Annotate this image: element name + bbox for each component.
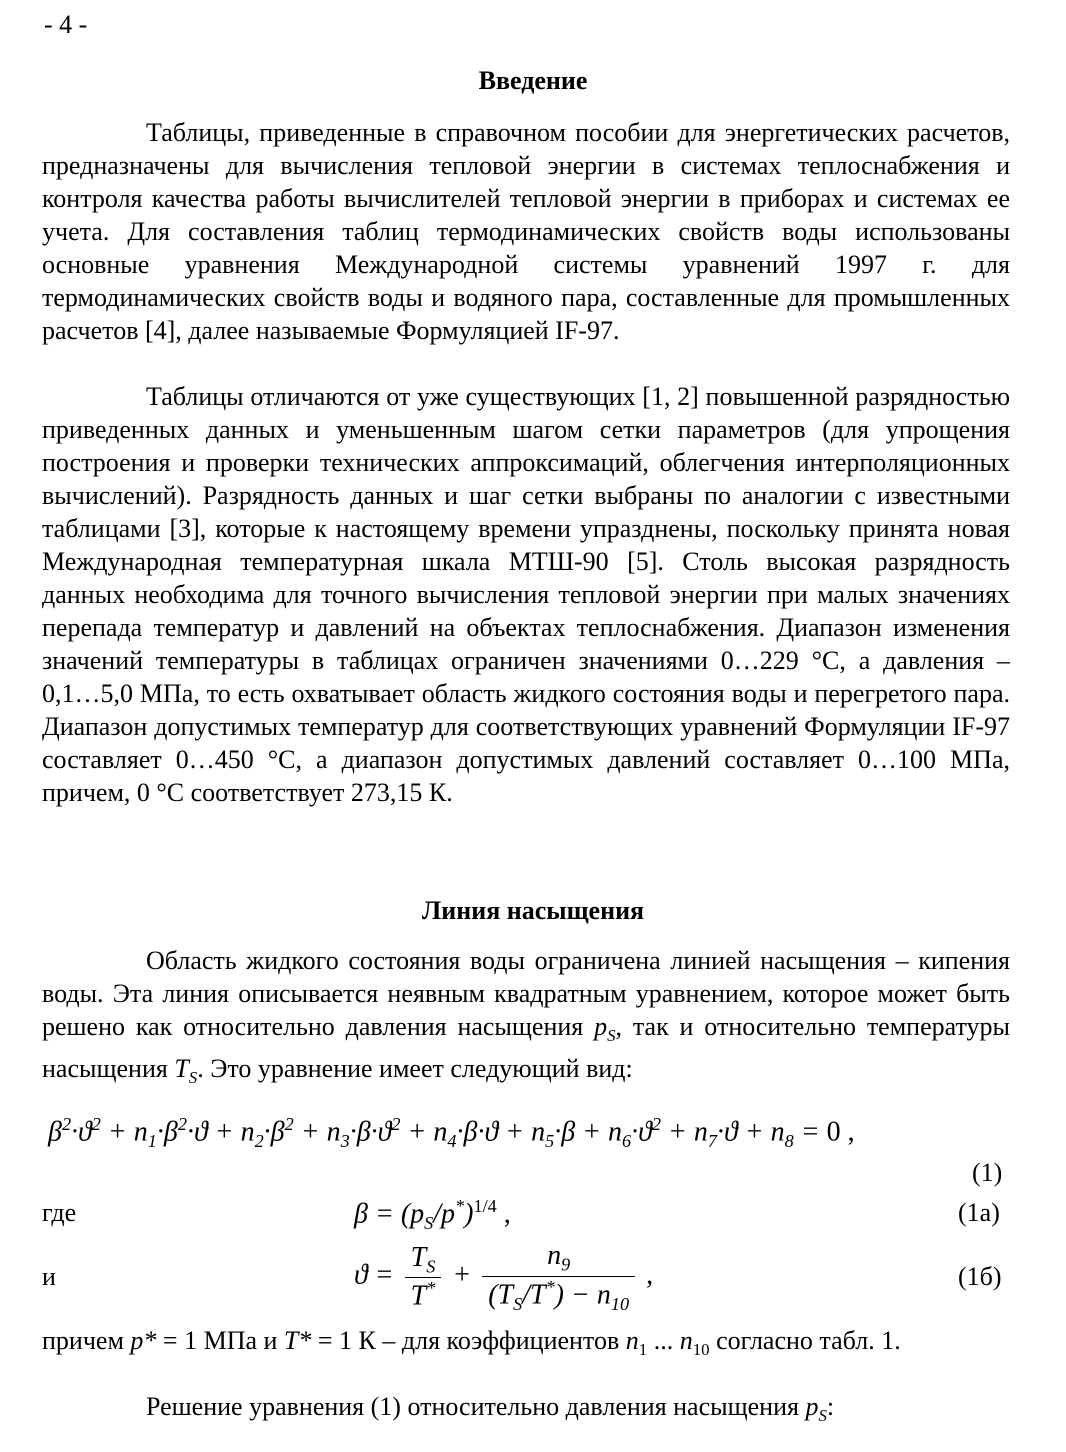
equation-1a: $\beta = (p_S/p^*)^{1/4}$ ,: [354, 1196, 511, 1233]
where-label: где: [42, 1198, 77, 1227]
and-label: и: [42, 1262, 56, 1291]
section-title-saturation-line: Линия насыщения: [421, 896, 645, 925]
section-title-introduction: Введение: [478, 66, 588, 95]
intro-paragraph-2: Таблицы отличаются от уже существующих [1, 2] повышенной разрядностью приведенных данных и уменьшенным шагом сетки параметров (для упрощения построения и проверки технических аппроксимаций, облегчения интерполяционных вычислений). Разрядность данных и шаг сетки выбраны по аналогии с известными таблицами [3], которые к настоящему времени упразднены, поскольку принята новая Международная температурная шкала МТШ-90 [5]. Столь высокая разрядность данных необходима для точного вычисления тепловой энергии при малых значениях перепада температур и давлений на объектах теплоснабжения. Диапазон изменения значений температуры в таблицах ограничен значениями 0…229 °С, а давления – 0,1…5,0 МПа, то есть охватывает область жидкого состояния воды и перегретого пара. Диапазон допустимых температур для соответствующих уравнений Формуляции IF-97 составляет 0…450 °С, а диапазон допустимых давлений составляет 0…100 МПа, причем, 0 °С соответствует 273,15 К.: [42, 382, 1010, 807]
equation-1a-number: (1а): [958, 1198, 1000, 1227]
saturation-paragraph-3: Решение уравнения (1) относительно давления насыщения $p_S$:: [146, 1392, 835, 1426]
equation-1: $\beta^2\cdot ϑ^2 + n_1\cdot\beta^2\cdot ϑ + n_2\cdot\beta^2 + n_3\cdot\beta\cdot ϑ^2 + n_4\cdot\beta\cdot ϑ + n_5\cdot\beta + n_6\cdot ϑ^2 + n_7\cdot ϑ + n_8 = 0$ ,: [48, 1114, 855, 1151]
equation-1b: ϑ = $\frac{T_S}{T^*}$ + $\frac{n_9}{(T_S/T^*) - n_{10}}$ ,: [354, 1240, 654, 1314]
equation-1b-number: (1б): [958, 1262, 1002, 1291]
saturation-paragraph-2: причем p* = 1 МПа и T* = 1 К – для коэффициентов $n_1$ ... $n_{10}$ согласно табл. 1.: [42, 1326, 901, 1360]
intro-paragraph-1: Таблицы, приведенные в справочном пособии для энергетических расчетов, предназначены для вычисления тепловой энергии в системах теплоснабжения и контроля качества работы вычислителей тепловой энергии в приборах и системах ее учета. Для составления таблиц термодинамических свойств воды использованы основные уравнения Международной системы уравнений 1997 г. для термодинамических свойств воды и водяного пара, составленные для промышленных расчетов [4], далее называемые Формуляцией IF-97.: [42, 118, 1010, 345]
saturation-paragraph-1: Область жидкого состояния воды ограничена линией насыщения – кипения воды. Эта линия описывается неявным квадратным уравнением, которое может быть решено как относительно давления насыщения $p_S$, так и относительно температуры насыщения $T_S$. Это уравнение имеет следующий вид:: [42, 946, 1010, 1088]
page-number: - 4 -: [44, 10, 88, 39]
equation-1-number: (1): [972, 1158, 1003, 1187]
